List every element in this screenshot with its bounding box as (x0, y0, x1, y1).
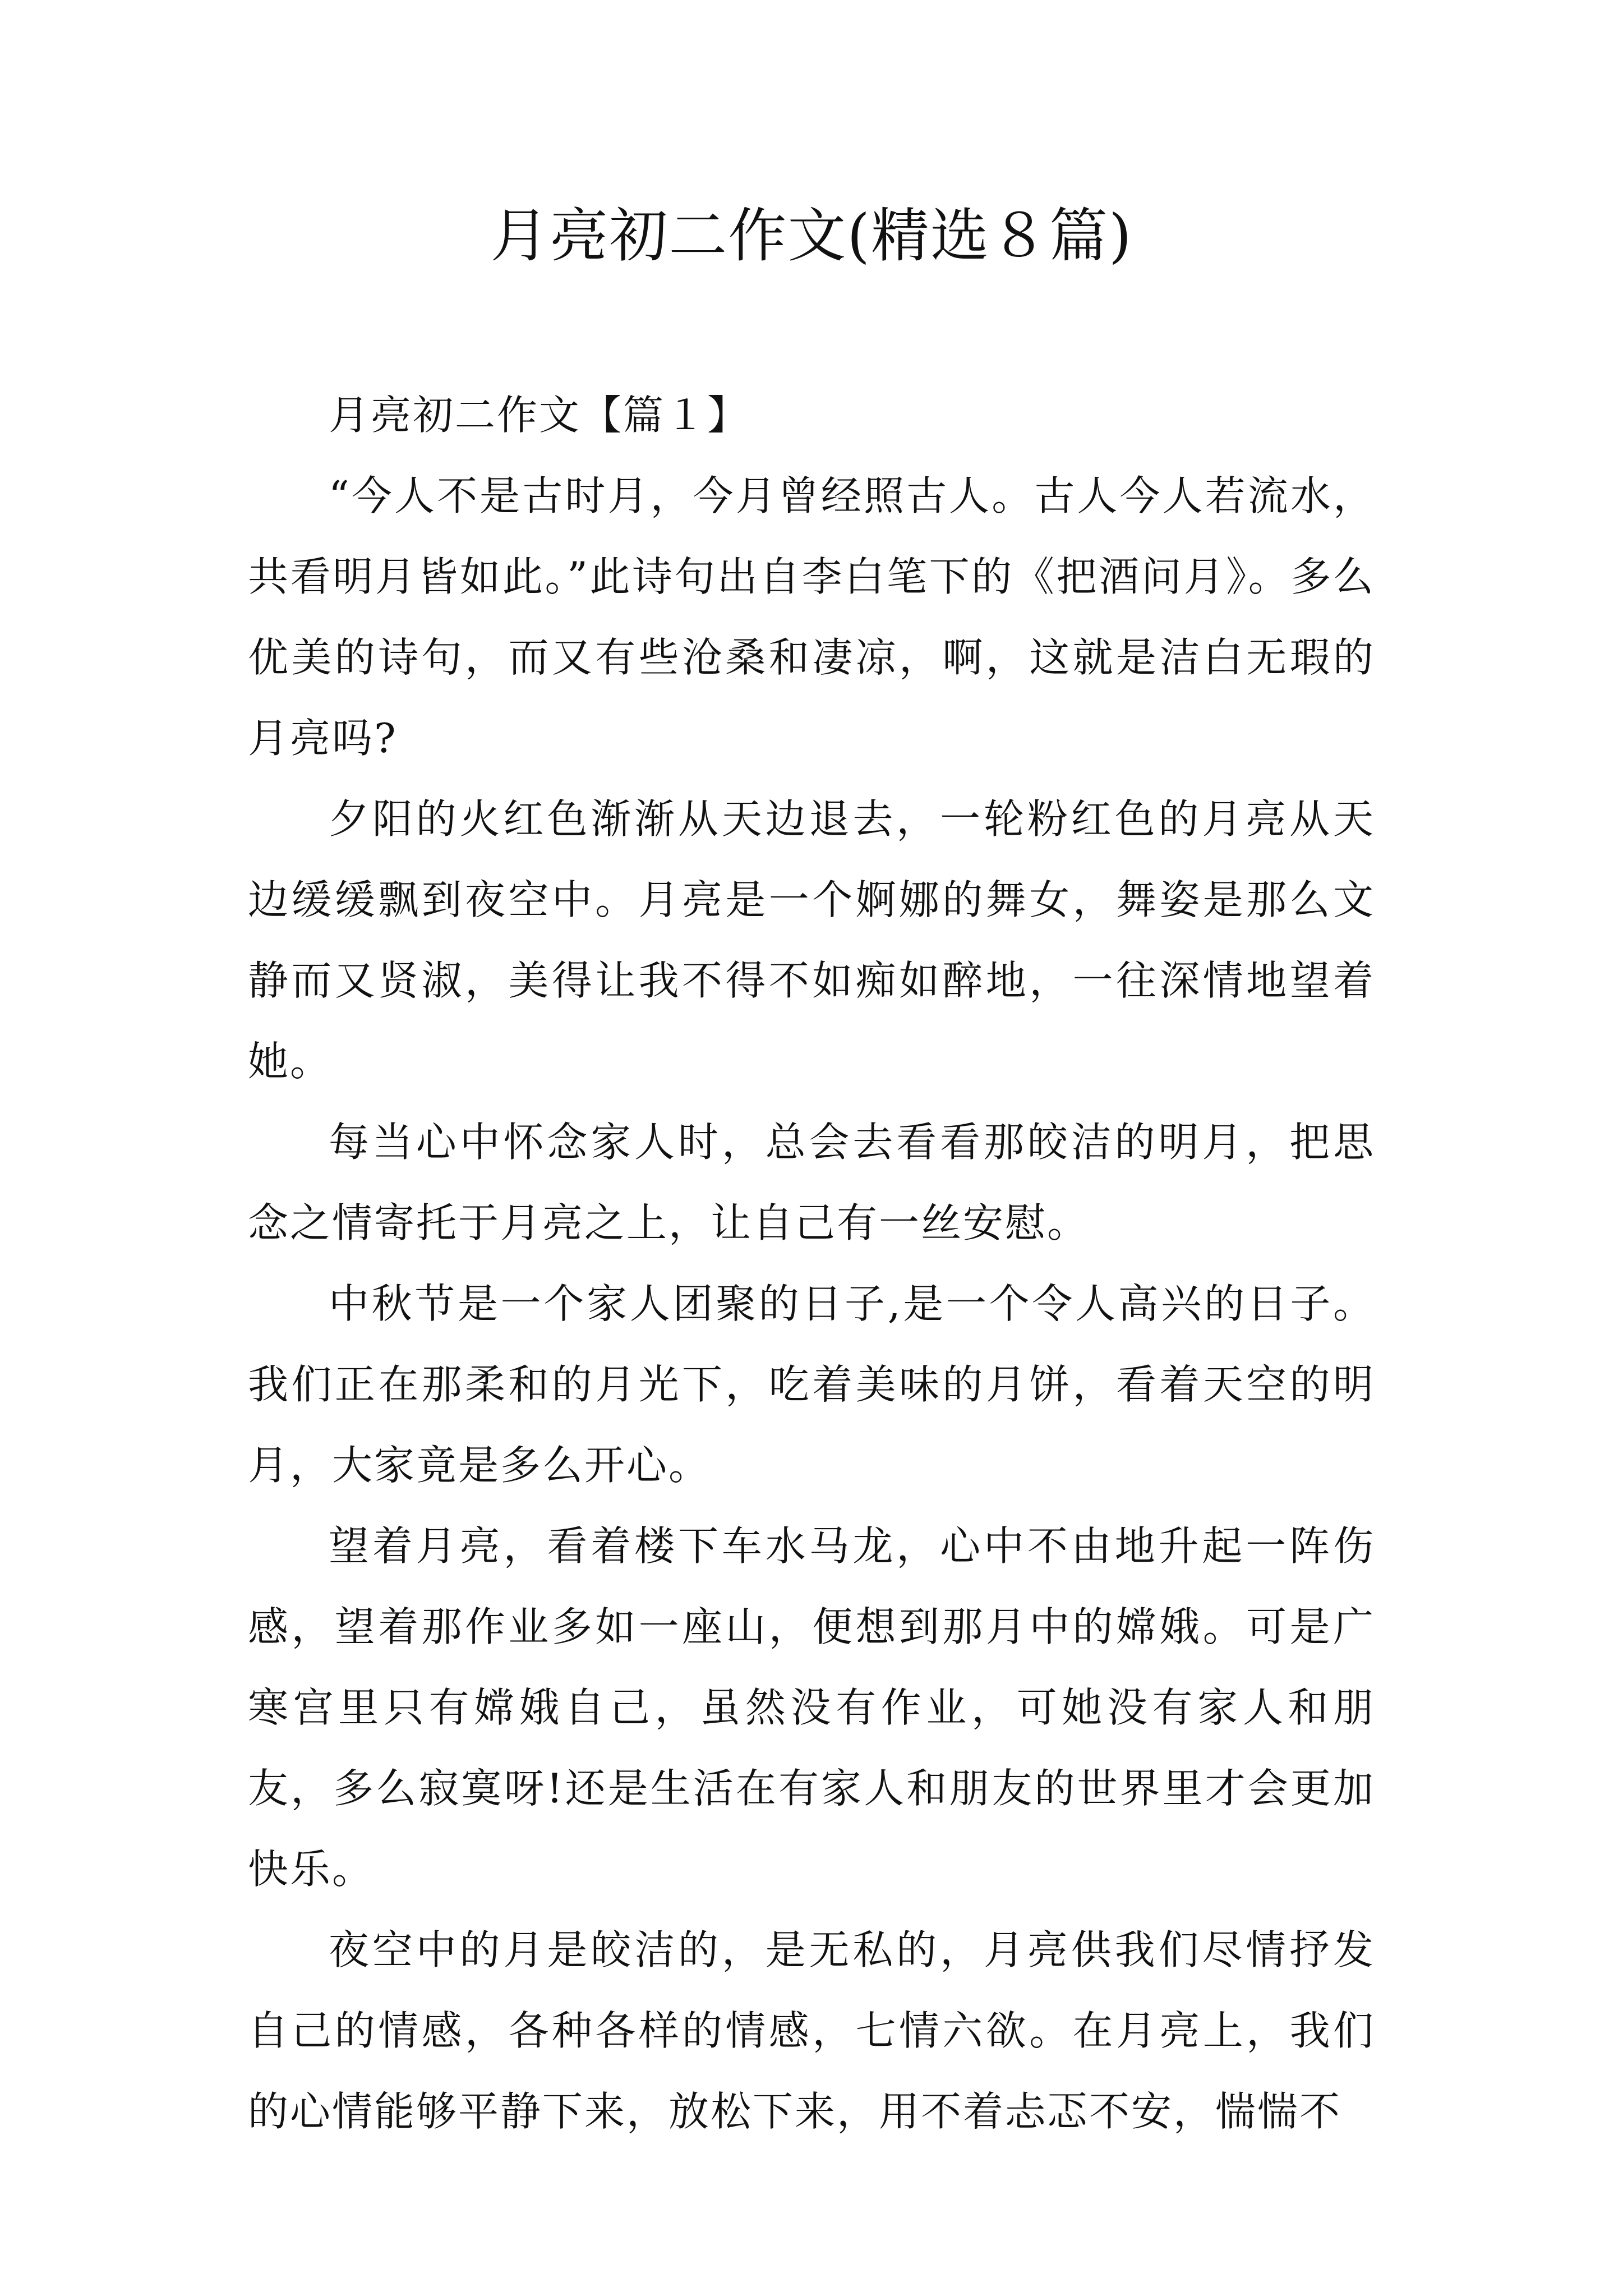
paragraph: 每当心中怀念家人时，总会去看看那皎洁的明月，把思念之情寄托于月亮之上，让自己有一丝安慰。 (248, 1119, 1375, 1246)
paragraph: “今人不是古时月，今月曾经照古人。古人今人若流水，共看明月皆如此。”此诗句出自李白笔下的《把酒问月》。多么优美的诗句，而又有些沧桑和凄凉，啊，这就是洁白无瑕的月亮吗? (248, 472, 1375, 762)
document-title: 月亮初二作文(精选８篇) (490, 201, 1133, 270)
section-heading: 月亮初二作文【篇１】 (329, 392, 750, 439)
paragraph: 望着月亮，看着楼下车水马龙，心中不由地升起一阵伤感，望着那作业多如一座山，便想到那月中的嫦娥。可是广寒宫里只有嫦娥自己，虽然没有作业，可她没有家人和朋友，多么寂寞呀!还是生活在有家人和朋友的世界里才会更加快乐。 (248, 1522, 1375, 1893)
document-body (248, 375, 1375, 2152)
paragraph: 夜空中的月是皎洁的，是无私的，月亮供我们尽情抒发自己的情感，各种各样的情感，七情六欲。在月亮上，我们的心情能够平静下来，放松下来，用不着忐忑不安，惴惴不 (248, 1926, 1375, 2135)
paragraph: 中秋节是一个家人团聚的日子,是一个令人高兴的日子。我们正在那柔和的月光下，吃着美味的月饼，看着天空的明月，大家竟是多么开心。 (248, 1280, 1375, 1489)
paragraph: 夕阳的火红色渐渐从天边退去，一轮粉红色的月亮从天边缓缓飘到夜空中。月亮是一个婀娜的舞女，舞姿是那么文静而又贤淑，美得让我不得不如痴如醉地，一往深情地望着她。 (248, 795, 1375, 1085)
